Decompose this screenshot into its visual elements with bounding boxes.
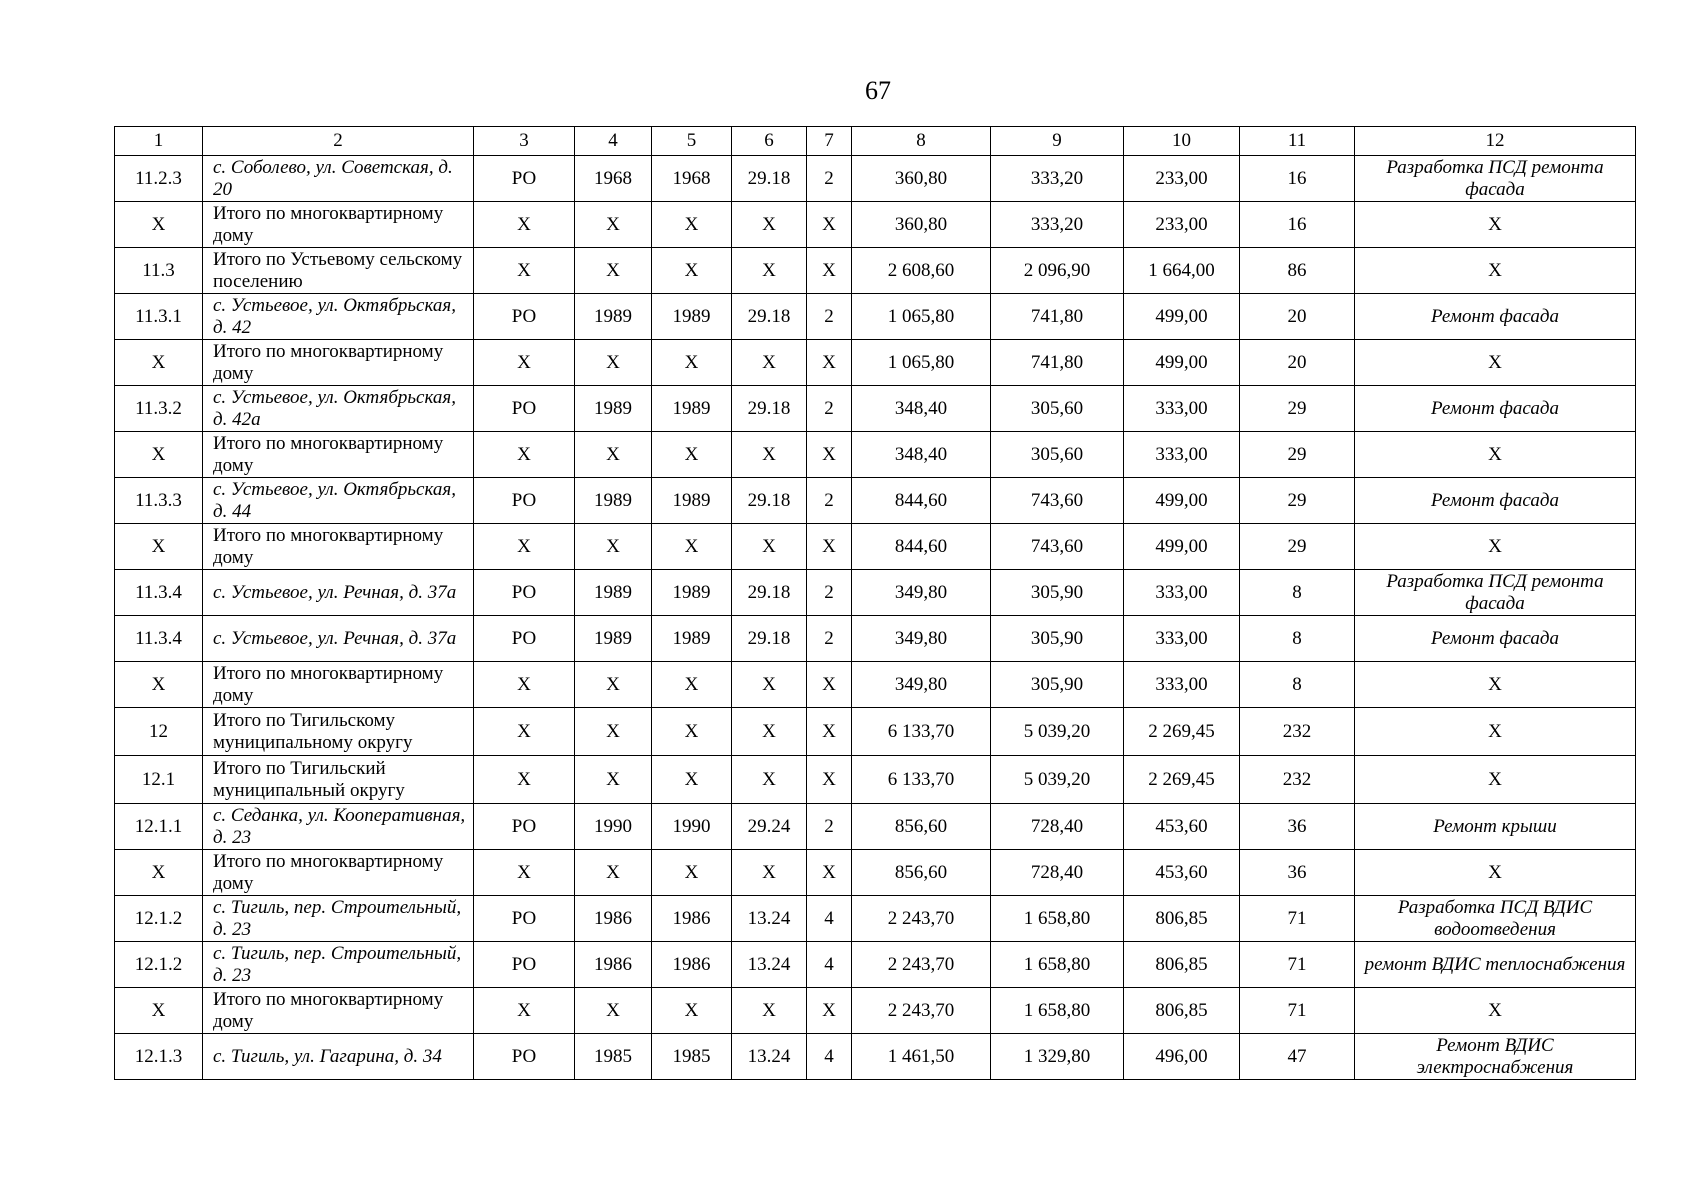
year-built-cell: Х: [575, 988, 652, 1034]
cost-cell: 499,00: [1124, 524, 1240, 570]
work-type-cell: Х: [1355, 202, 1636, 248]
owner-type-cell: Х: [474, 202, 575, 248]
header-row: [115, 127, 1636, 156]
table-row: [115, 616, 1636, 662]
owner-type-cell: Х: [474, 756, 575, 804]
year-built-cell: 1986: [575, 942, 652, 988]
table-row: [115, 294, 1636, 340]
owner-type-cell: Х: [474, 708, 575, 756]
year-built-cell: 1989: [575, 570, 652, 616]
residents-cell: 232: [1240, 756, 1355, 804]
row-number-cell: 11.3.4: [115, 616, 203, 662]
total-area-cell: 844,60: [852, 524, 991, 570]
work-type-cell: Х: [1355, 662, 1636, 708]
residents-cell: 16: [1240, 202, 1355, 248]
floors-cell: 4: [807, 896, 852, 942]
year-built-cell: Х: [575, 524, 652, 570]
residents-cell: 47: [1240, 1034, 1355, 1080]
residents-cell: 71: [1240, 988, 1355, 1034]
year-commissioned-cell: Х: [652, 662, 732, 708]
table-row: [115, 850, 1636, 896]
address-cell: с. Устьевое, ул. Октябрьская, д. 42а: [203, 386, 474, 432]
table-row: [115, 804, 1636, 850]
table-row: [115, 988, 1636, 1034]
total-area-cell: 1 461,50: [852, 1034, 991, 1080]
owner-type-cell: РО: [474, 156, 575, 202]
year-built-cell: 1989: [575, 478, 652, 524]
owner-type-cell: Х: [474, 662, 575, 708]
floors-cell: Х: [807, 248, 852, 294]
wall-type-cell: 29.18: [732, 570, 807, 616]
address-cell: Итого по Тигильскому муниципальному округу: [203, 708, 474, 756]
total-area-cell: 6 133,70: [852, 756, 991, 804]
column-header: 6: [732, 127, 807, 156]
floors-cell: Х: [807, 662, 852, 708]
column-header: 9: [991, 127, 1124, 156]
work-type-cell: Ремонт фасада: [1355, 616, 1636, 662]
cost-cell: 333,00: [1124, 432, 1240, 478]
total-area-cell: 360,80: [852, 156, 991, 202]
address-cell: Итого по Устьевому сельскому поселению: [203, 248, 474, 294]
total-area-cell: 349,80: [852, 662, 991, 708]
wall-type-cell: Х: [732, 708, 807, 756]
address-cell: с. Устьевое, ул. Речная, д. 37а: [203, 570, 474, 616]
table-row: [115, 248, 1636, 294]
cost-cell: 453,60: [1124, 804, 1240, 850]
page-number: 67: [865, 76, 891, 105]
table-row: [115, 432, 1636, 478]
residential-area-cell: 5 039,20: [991, 708, 1124, 756]
year-commissioned-cell: Х: [652, 202, 732, 248]
work-type-cell: Х: [1355, 708, 1636, 756]
work-type-cell: Ремонт фасада: [1355, 478, 1636, 524]
total-area-cell: 2 243,70: [852, 942, 991, 988]
table-row: [115, 942, 1636, 988]
residential-area-cell: 305,60: [991, 386, 1124, 432]
year-built-cell: Х: [575, 202, 652, 248]
owner-type-cell: РО: [474, 478, 575, 524]
year-built-cell: Х: [575, 662, 652, 708]
address-cell: с. Соболево, ул. Советская, д. 20: [203, 156, 474, 202]
address-cell: Итого по многоквартирному дому: [203, 524, 474, 570]
address-cell: с. Тигиль, пер. Строительный, д. 23: [203, 942, 474, 988]
table-row: [115, 756, 1636, 804]
total-area-cell: 349,80: [852, 616, 991, 662]
work-type-cell: Х: [1355, 756, 1636, 804]
year-built-cell: 1986: [575, 896, 652, 942]
owner-type-cell: РО: [474, 570, 575, 616]
total-area-cell: 349,80: [852, 570, 991, 616]
wall-type-cell: 29.18: [732, 294, 807, 340]
residents-cell: 29: [1240, 524, 1355, 570]
year-commissioned-cell: 1985: [652, 1034, 732, 1080]
year-commissioned-cell: Х: [652, 708, 732, 756]
residential-area-cell: 743,60: [991, 478, 1124, 524]
work-type-cell: Х: [1355, 340, 1636, 386]
row-number-cell: 12: [115, 708, 203, 756]
owner-type-cell: РО: [474, 896, 575, 942]
wall-type-cell: 29.24: [732, 804, 807, 850]
floors-cell: 2: [807, 570, 852, 616]
owner-type-cell: РО: [474, 942, 575, 988]
column-header: 7: [807, 127, 852, 156]
residential-area-cell: 1 658,80: [991, 896, 1124, 942]
residents-cell: 36: [1240, 804, 1355, 850]
column-header: 8: [852, 127, 991, 156]
row-number-cell: Х: [115, 340, 203, 386]
residents-cell: 29: [1240, 478, 1355, 524]
cost-cell: 496,00: [1124, 1034, 1240, 1080]
total-area-cell: 856,60: [852, 850, 991, 896]
year-built-cell: Х: [575, 248, 652, 294]
table-row: [115, 570, 1636, 616]
residential-area-cell: 305,90: [991, 616, 1124, 662]
cost-cell: 333,00: [1124, 616, 1240, 662]
year-commissioned-cell: Х: [652, 850, 732, 896]
row-number-cell: 11.3.3: [115, 478, 203, 524]
wall-type-cell: 29.18: [732, 156, 807, 202]
table-row: [115, 156, 1636, 202]
floors-cell: Х: [807, 850, 852, 896]
address-cell: Итого по многоквартирному дому: [203, 988, 474, 1034]
cost-cell: 806,85: [1124, 942, 1240, 988]
owner-type-cell: Х: [474, 988, 575, 1034]
wall-type-cell: Х: [732, 756, 807, 804]
row-number-cell: Х: [115, 662, 203, 708]
row-number-cell: Х: [115, 988, 203, 1034]
work-type-cell: Х: [1355, 248, 1636, 294]
work-type-cell: Х: [1355, 988, 1636, 1034]
row-number-cell: Х: [115, 202, 203, 248]
residents-cell: 20: [1240, 294, 1355, 340]
owner-type-cell: РО: [474, 386, 575, 432]
total-area-cell: 844,60: [852, 478, 991, 524]
wall-type-cell: 29.18: [732, 478, 807, 524]
year-built-cell: Х: [575, 708, 652, 756]
floors-cell: Х: [807, 756, 852, 804]
year-commissioned-cell: 1989: [652, 616, 732, 662]
total-area-cell: 360,80: [852, 202, 991, 248]
wall-type-cell: 13.24: [732, 1034, 807, 1080]
cost-cell: 499,00: [1124, 478, 1240, 524]
row-number-cell: 11.3.4: [115, 570, 203, 616]
floors-cell: Х: [807, 340, 852, 386]
residential-area-cell: 305,90: [991, 662, 1124, 708]
total-area-cell: 2 608,60: [852, 248, 991, 294]
table-row: [115, 896, 1636, 942]
residential-area-cell: 305,60: [991, 432, 1124, 478]
row-number-cell: 12.1.3: [115, 1034, 203, 1080]
year-built-cell: 1985: [575, 1034, 652, 1080]
work-type-cell: Х: [1355, 850, 1636, 896]
row-number-cell: 12.1.2: [115, 942, 203, 988]
row-number-cell: 12.1: [115, 756, 203, 804]
cost-cell: 499,00: [1124, 340, 1240, 386]
cost-cell: 1 664,00: [1124, 248, 1240, 294]
year-commissioned-cell: 1989: [652, 478, 732, 524]
year-commissioned-cell: Х: [652, 988, 732, 1034]
floors-cell: 2: [807, 616, 852, 662]
floors-cell: 4: [807, 1034, 852, 1080]
year-commissioned-cell: 1986: [652, 896, 732, 942]
address-cell: с. Тигиль, ул. Гагарина, д. 34: [203, 1034, 474, 1080]
work-type-cell: Ремонт ВДИС электроснабжения: [1355, 1034, 1636, 1080]
year-commissioned-cell: 1989: [652, 570, 732, 616]
residents-cell: 71: [1240, 942, 1355, 988]
year-commissioned-cell: Х: [652, 524, 732, 570]
table-row: [115, 708, 1636, 756]
year-commissioned-cell: Х: [652, 248, 732, 294]
address-cell: Итого по многоквартирному дому: [203, 202, 474, 248]
row-number-cell: 12.1.2: [115, 896, 203, 942]
wall-type-cell: Х: [732, 524, 807, 570]
year-commissioned-cell: 1968: [652, 156, 732, 202]
owner-type-cell: РО: [474, 294, 575, 340]
residential-area-cell: 1 658,80: [991, 988, 1124, 1034]
address-cell: с. Седанка, ул. Кооперативная, д. 23: [203, 804, 474, 850]
year-commissioned-cell: 1989: [652, 386, 732, 432]
residential-area-cell: 305,90: [991, 570, 1124, 616]
table-row: [115, 478, 1636, 524]
residential-area-cell: 1 329,80: [991, 1034, 1124, 1080]
residential-area-cell: 333,20: [991, 202, 1124, 248]
year-commissioned-cell: 1989: [652, 294, 732, 340]
year-commissioned-cell: 1986: [652, 942, 732, 988]
year-commissioned-cell: Х: [652, 432, 732, 478]
wall-type-cell: 29.18: [732, 386, 807, 432]
wall-type-cell: 13.24: [732, 942, 807, 988]
row-number-cell: 11.2.3: [115, 156, 203, 202]
residents-cell: 29: [1240, 432, 1355, 478]
work-type-cell: Х: [1355, 432, 1636, 478]
residents-cell: 36: [1240, 850, 1355, 896]
work-type-cell: Ремонт крыши: [1355, 804, 1636, 850]
year-built-cell: 1989: [575, 616, 652, 662]
table-row: [115, 340, 1636, 386]
residential-area-cell: 2 096,90: [991, 248, 1124, 294]
work-type-cell: Ремонт фасада: [1355, 294, 1636, 340]
cost-cell: 499,00: [1124, 294, 1240, 340]
total-area-cell: 856,60: [852, 804, 991, 850]
residential-area-cell: 333,20: [991, 156, 1124, 202]
column-header: 3: [474, 127, 575, 156]
cost-cell: 333,00: [1124, 662, 1240, 708]
total-area-cell: 6 133,70: [852, 708, 991, 756]
total-area-cell: 348,40: [852, 386, 991, 432]
total-area-cell: 2 243,70: [852, 896, 991, 942]
owner-type-cell: РО: [474, 804, 575, 850]
year-built-cell: Х: [575, 850, 652, 896]
year-built-cell: 1990: [575, 804, 652, 850]
floors-cell: Х: [807, 432, 852, 478]
row-number-cell: Х: [115, 850, 203, 896]
row-number-cell: 11.3: [115, 248, 203, 294]
cost-cell: 233,00: [1124, 156, 1240, 202]
owner-type-cell: РО: [474, 1034, 575, 1080]
wall-type-cell: Х: [732, 432, 807, 478]
floors-cell: 2: [807, 804, 852, 850]
year-commissioned-cell: Х: [652, 756, 732, 804]
cost-cell: 233,00: [1124, 202, 1240, 248]
floors-cell: Х: [807, 524, 852, 570]
wall-type-cell: Х: [732, 662, 807, 708]
cost-cell: 2 269,45: [1124, 708, 1240, 756]
address-cell: с. Устьевое, ул. Речная, д. 37а: [203, 616, 474, 662]
cost-cell: 333,00: [1124, 570, 1240, 616]
owner-type-cell: Х: [474, 524, 575, 570]
cost-cell: 806,85: [1124, 896, 1240, 942]
year-built-cell: Х: [575, 756, 652, 804]
floors-cell: 2: [807, 386, 852, 432]
cost-cell: 453,60: [1124, 850, 1240, 896]
owner-type-cell: РО: [474, 616, 575, 662]
residents-cell: 20: [1240, 340, 1355, 386]
floors-cell: 2: [807, 156, 852, 202]
wall-type-cell: Х: [732, 202, 807, 248]
residential-area-cell: 741,80: [991, 294, 1124, 340]
work-type-cell: Разработка ПСД ВДИС водоотведения: [1355, 896, 1636, 942]
residential-area-cell: 728,40: [991, 850, 1124, 896]
floors-cell: Х: [807, 708, 852, 756]
total-area-cell: 1 065,80: [852, 294, 991, 340]
column-header: 10: [1124, 127, 1240, 156]
year-commissioned-cell: Х: [652, 340, 732, 386]
wall-type-cell: Х: [732, 850, 807, 896]
cost-cell: 806,85: [1124, 988, 1240, 1034]
residents-cell: 232: [1240, 708, 1355, 756]
column-header: 12: [1355, 127, 1636, 156]
residents-cell: 8: [1240, 616, 1355, 662]
table-row: [115, 1034, 1636, 1080]
column-header: 1: [115, 127, 203, 156]
wall-type-cell: Х: [732, 988, 807, 1034]
row-number-cell: Х: [115, 432, 203, 478]
address-cell: Итого по многоквартирному дому: [203, 662, 474, 708]
row-number-cell: Х: [115, 524, 203, 570]
address-cell: Итого по Тигильский муниципальный округу: [203, 756, 474, 804]
year-built-cell: Х: [575, 340, 652, 386]
column-header: 4: [575, 127, 652, 156]
residents-cell: 8: [1240, 570, 1355, 616]
capital-repair-table: [114, 126, 1636, 1080]
wall-type-cell: Х: [732, 340, 807, 386]
floors-cell: 4: [807, 942, 852, 988]
cost-cell: 333,00: [1124, 386, 1240, 432]
work-type-cell: Разработка ПСД ремонта фасада: [1355, 156, 1636, 202]
cost-cell: 2 269,45: [1124, 756, 1240, 804]
row-number-cell: 11.3.1: [115, 294, 203, 340]
floors-cell: 2: [807, 294, 852, 340]
work-type-cell: Х: [1355, 524, 1636, 570]
wall-type-cell: 29.18: [732, 616, 807, 662]
column-header: 11: [1240, 127, 1355, 156]
year-built-cell: 1968: [575, 156, 652, 202]
residential-area-cell: 1 658,80: [991, 942, 1124, 988]
table-row: [115, 662, 1636, 708]
address-cell: с. Устьевое, ул. Октябрьская, д. 44: [203, 478, 474, 524]
residents-cell: 86: [1240, 248, 1355, 294]
work-type-cell: Разработка ПСД ремонта фасада: [1355, 570, 1636, 616]
total-area-cell: 2 243,70: [852, 988, 991, 1034]
wall-type-cell: 13.24: [732, 896, 807, 942]
row-number-cell: 11.3.2: [115, 386, 203, 432]
address-cell: с. Тигиль, пер. Строительный, д. 23: [203, 896, 474, 942]
address-cell: Итого по многоквартирному дому: [203, 340, 474, 386]
column-header: 2: [203, 127, 474, 156]
table-row: [115, 524, 1636, 570]
address-cell: Итого по многоквартирному дому: [203, 432, 474, 478]
floors-cell: 2: [807, 478, 852, 524]
table-row: [115, 386, 1636, 432]
residents-cell: 16: [1240, 156, 1355, 202]
owner-type-cell: Х: [474, 432, 575, 478]
total-area-cell: 348,40: [852, 432, 991, 478]
residents-cell: 8: [1240, 662, 1355, 708]
address-cell: Итого по многоквартирному дому: [203, 850, 474, 896]
year-built-cell: 1989: [575, 294, 652, 340]
column-header: 5: [652, 127, 732, 156]
row-number-cell: 12.1.1: [115, 804, 203, 850]
work-type-cell: ремонт ВДИС теплоснабжения: [1355, 942, 1636, 988]
residential-area-cell: 728,40: [991, 804, 1124, 850]
table-row: [115, 202, 1636, 248]
residential-area-cell: 743,60: [991, 524, 1124, 570]
address-cell: с. Устьевое, ул. Октябрьская, д. 42: [203, 294, 474, 340]
year-built-cell: 1989: [575, 386, 652, 432]
year-built-cell: Х: [575, 432, 652, 478]
residential-area-cell: 741,80: [991, 340, 1124, 386]
owner-type-cell: Х: [474, 850, 575, 896]
year-commissioned-cell: 1990: [652, 804, 732, 850]
residents-cell: 29: [1240, 386, 1355, 432]
wall-type-cell: Х: [732, 248, 807, 294]
floors-cell: Х: [807, 202, 852, 248]
floors-cell: Х: [807, 988, 852, 1034]
owner-type-cell: Х: [474, 248, 575, 294]
residential-area-cell: 5 039,20: [991, 756, 1124, 804]
work-type-cell: Ремонт фасада: [1355, 386, 1636, 432]
owner-type-cell: Х: [474, 340, 575, 386]
total-area-cell: 1 065,80: [852, 340, 991, 386]
residents-cell: 71: [1240, 896, 1355, 942]
